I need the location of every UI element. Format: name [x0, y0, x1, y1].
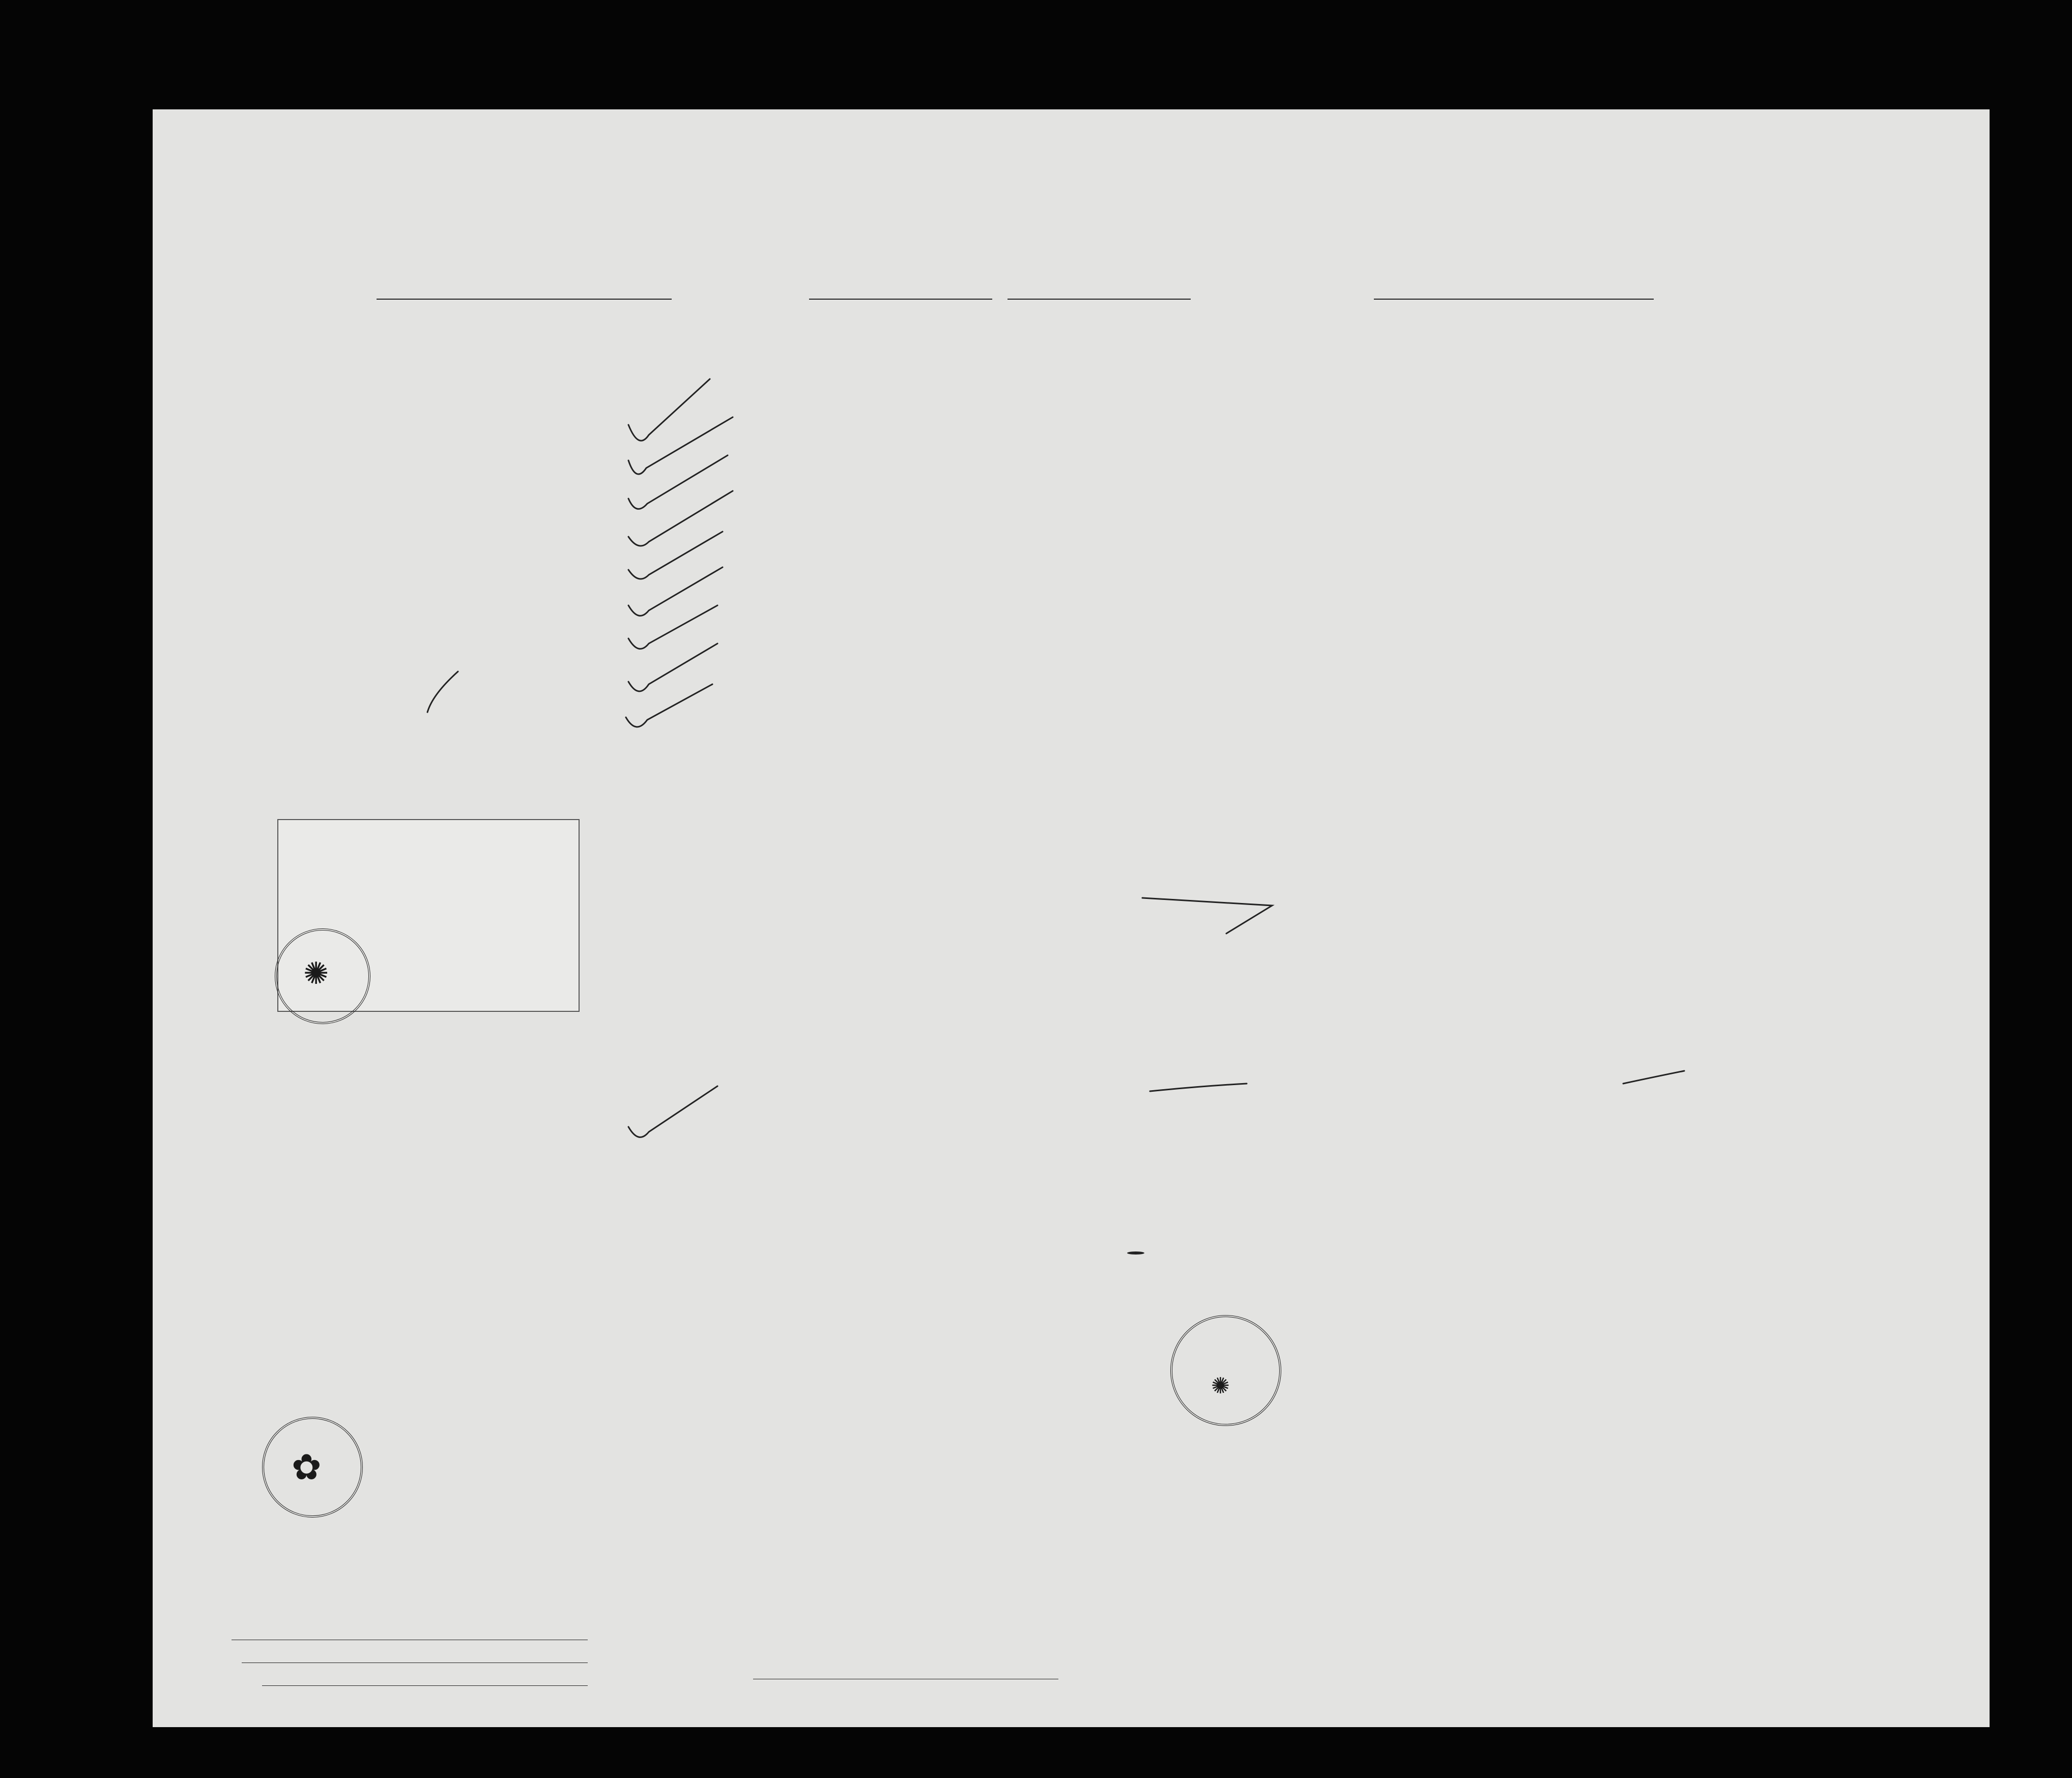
rose-icon: ✿: [292, 1447, 322, 1487]
buenos-consulate-seal: [1170, 1315, 1281, 1426]
eagle-icon: ✺: [303, 956, 329, 990]
montevideo-consulate-seal: [262, 1417, 363, 1518]
eagle-icon: ✺: [1211, 1374, 1230, 1398]
footer-agents-field: [262, 1685, 588, 1686]
manifest-sheet: [153, 109, 1990, 1727]
rio-consulate-seal: [275, 928, 370, 1024]
handwritten-count: [1127, 1251, 1144, 1255]
